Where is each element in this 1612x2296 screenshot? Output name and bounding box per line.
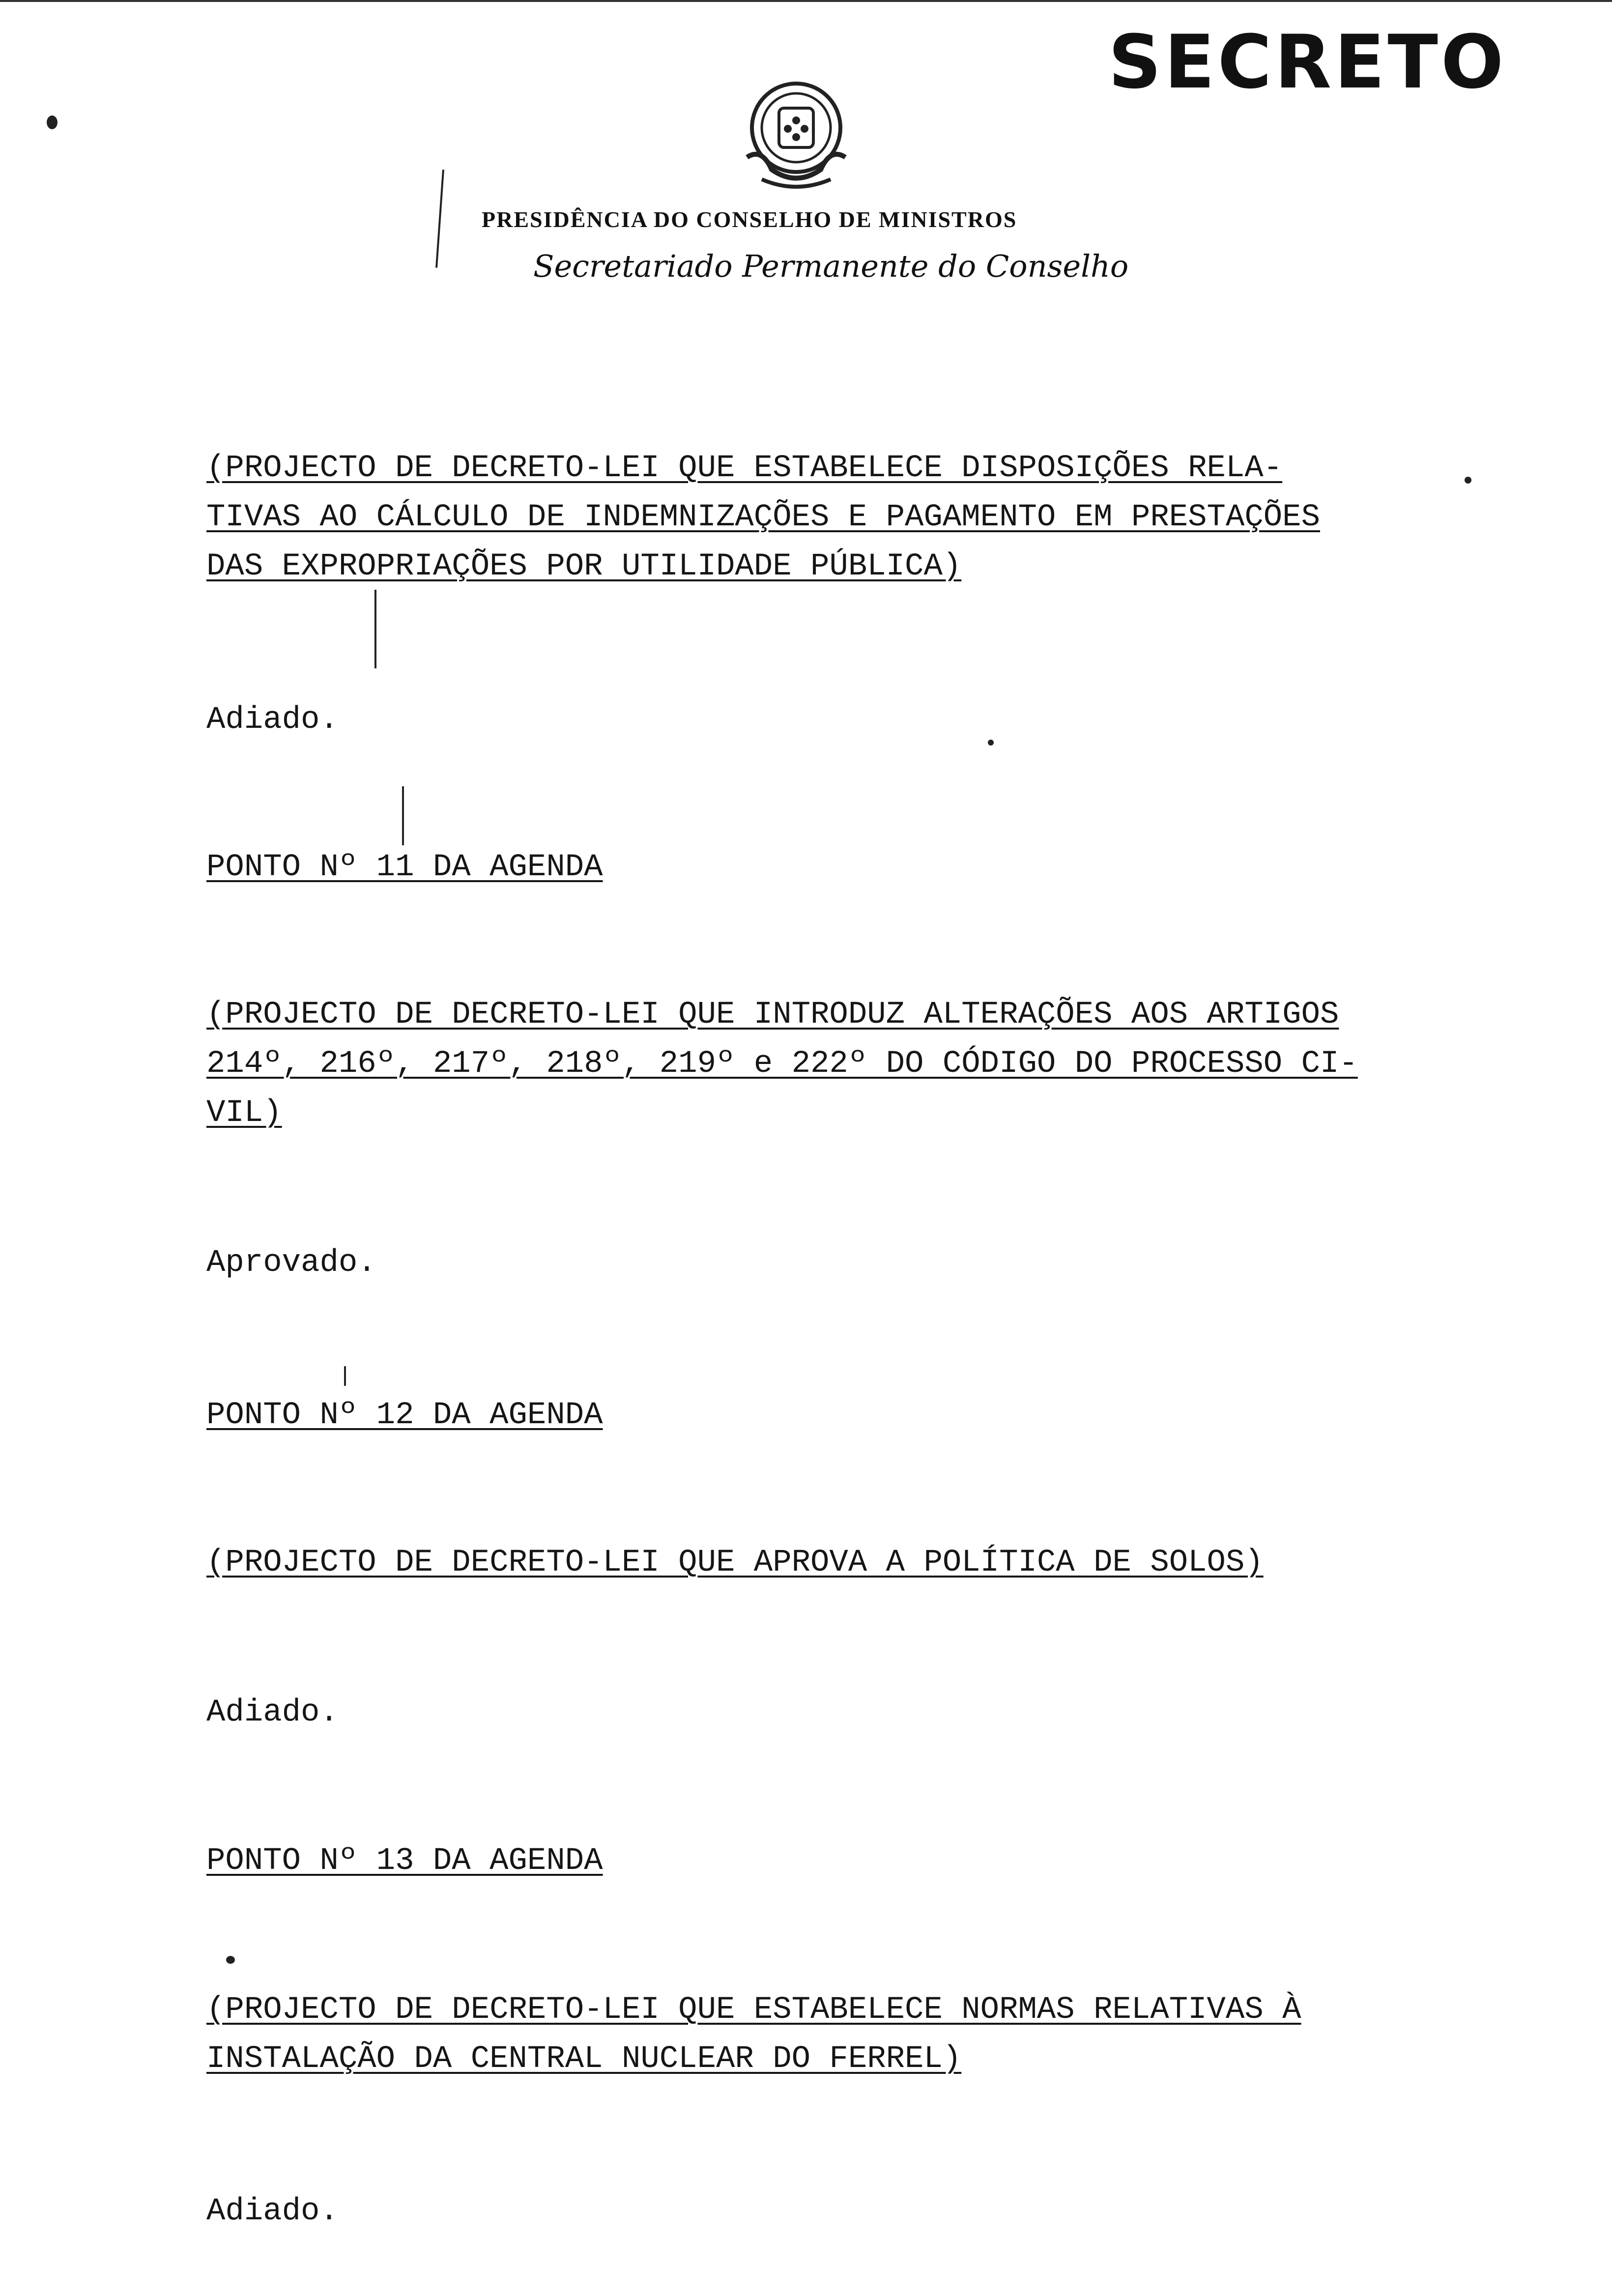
coat-of-arms-emblem — [732, 74, 860, 197]
title-line: (PROJECTO DE DECRETO-LEI QUE ESTABELECE NORMAS RELATIVAS À — [206, 1992, 1301, 2028]
classification-stamp: SECRETO — [1108, 20, 1507, 105]
title-line: VIL) — [206, 1095, 282, 1131]
agenda-point-heading: PONTO Nº 11 DA AGENDA — [206, 850, 603, 885]
margin-mark — [344, 1366, 346, 1386]
agenda-point-heading: PONTO Nº 13 DA AGENDA — [206, 1843, 603, 1879]
title-line: INSTALAÇÃO DA CENTRAL NUCLEAR DO FERREL) — [206, 2041, 962, 2077]
paper-speck — [226, 1956, 235, 1964]
title-line: TIVAS AO CÁLCULO DE INDEMNIZAÇÕES E PAGAMENTO EM PRESTAÇÕES — [206, 500, 1320, 535]
margin-mark — [435, 170, 444, 268]
decision-text: Adiado. — [206, 702, 339, 738]
agenda-item-title — [206, 444, 1320, 591]
agenda-item-title — [206, 990, 1358, 1138]
title-line: (PROJECTO DE DECRETO-LEI QUE APROVA A POLÍTICA DE SOLOS) — [206, 1545, 1264, 1580]
agenda-item-title — [206, 1985, 1301, 2084]
paper-speck — [988, 740, 994, 746]
decision-text: Adiado. — [206, 1695, 339, 1730]
margin-mark — [402, 786, 404, 845]
agenda-point-heading: PONTO Nº 12 DA AGENDA — [206, 1398, 603, 1433]
title-line: DAS EXPROPRIAÇÕES POR UTILIDADE PÚBLICA) — [206, 549, 962, 584]
title-line: 214º, 216º, 217º, 218º, 219º e 222º DO CÓDIGO DO PROCESSO CI- — [206, 1046, 1358, 1082]
decision-text: Adiado. — [206, 2194, 339, 2229]
paper-speck — [47, 115, 58, 129]
decision-text: Aprovado. — [206, 1245, 376, 1281]
top-border-rule — [0, 0, 1612, 2]
title-line: (PROJECTO DE DECRETO-LEI QUE ESTABELECE DISPOSIÇÕES RELA- — [206, 451, 1283, 486]
department-name: Secretariado Permanente do Conselho — [533, 248, 1129, 284]
paper-speck — [1465, 477, 1471, 484]
agenda-item-title — [206, 1538, 1264, 1587]
title-line: (PROJECTO DE DECRETO-LEI QUE INTRODUZ ALTERAÇÕES AOS ARTIGOS — [206, 997, 1339, 1033]
organization-name: PRESIDÊNCIA DO CONSELHO DE MINISTROS — [482, 207, 1017, 232]
margin-mark — [374, 590, 376, 668]
